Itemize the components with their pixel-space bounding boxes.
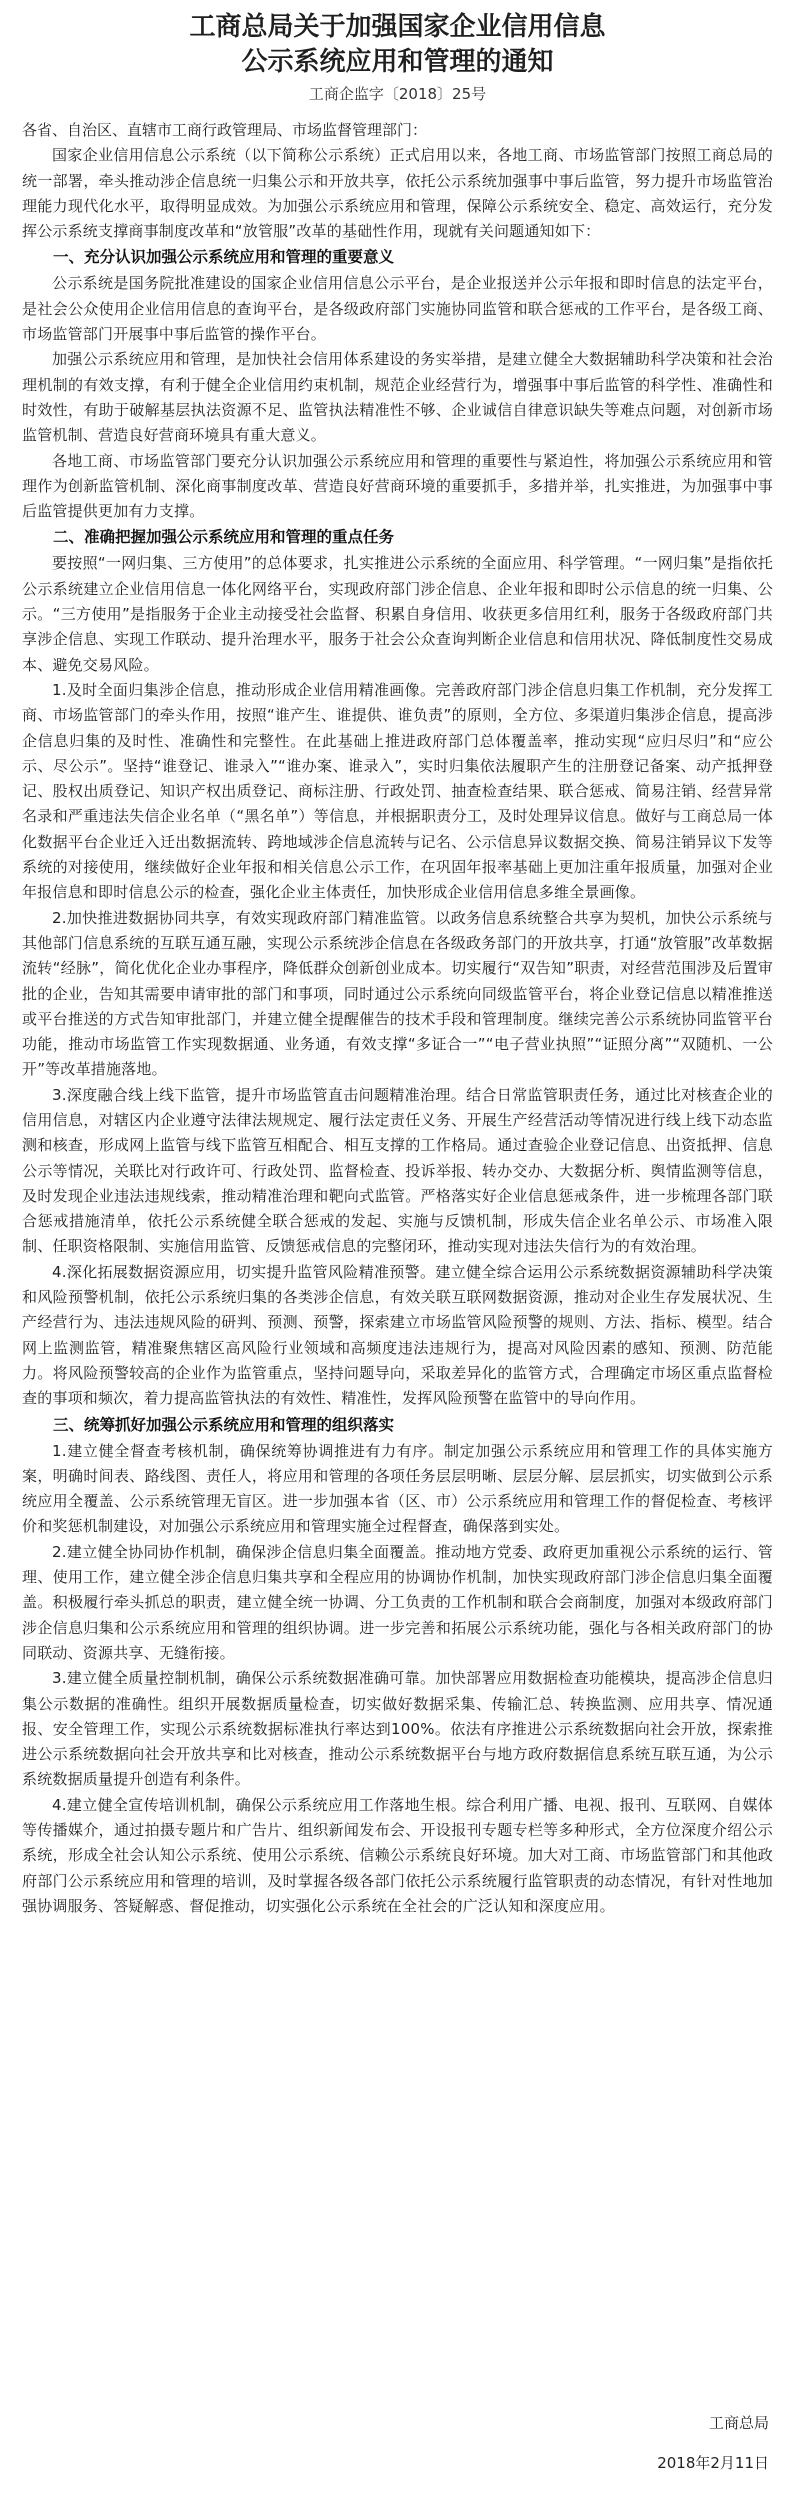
- section-1-paragraph-1: 公示系统是国务院批准建设的国家企业信用信息公示平台，是企业报送并公示年报和即时信息的法定平台，是社会公众使用企业信用信息的查询平台，是各级政府部门实施协同监管和联合惩戒的工作平台，是各级工商、市场监管部门开展事中事后监管的操作平台。: [22, 274, 773, 344]
- title-line-1: 工商总局关于加强国家企业信用信息: [189, 12, 606, 42]
- section-heading-2: 二、准确把握加强公示系统应用和管理的重点任务: [53, 528, 395, 547]
- section-1-paragraph-3: 各地工商、市场监管部门要充分认识加强公示系统应用和管理的重要性与紧迫性，将加强公示系统应用和管理作为创新监管机制、深化商事制度改革、营造良好营商环境的重要抓手，多措并举，扎实推进，为加强事中事后监管提供更加有力支撑。: [22, 451, 773, 521]
- document-number: 工商企监字〔2018〕25号: [308, 85, 487, 103]
- section-3-paragraph-3: 3.建立健全质量控制机制，确保公示系统数据准确可靠。加快部署应用数据检查功能模块，提高涉企信息归集公示数据的准确性。组织开展数据质量检查，切实做好数据采集、传输汇总、转换监测、应用共享、情况通报、安全管理工作，实现公示系统数据标准执行率达到100%。依法有序推进公示系统数据向社会开放，探索推进公示系统数据向社会开放共享和比对核查，推动公示系统数据平台与地方政府数据信息系统互联互通，为公示系统数据质量提升创造有利条件。: [22, 1669, 773, 1789]
- title-line-2: 公示系统应用和管理的通知: [241, 47, 554, 77]
- section-2-paragraph-5: 4.深化拓展数据资源应用，切实提升监管风险精准预警。建立健全综合运用公示系统数据资源辅助科学决策和风险预警机制，依托公示系统归集的各类涉企信息，有效关联互联网数据资源，推动对企业生存发展状况、生产经营行为、违法违规风险的研判、预测、预警，探索建立市场监管风险预警的规则、方法、指标、模型。结合网上监测监管，精准聚焦辖区高风险行业领域和高频度违法违规行为，提高对风险因素的感知、预测、防范能力。将风险预警较高的企业作为监管重点，坚持问题导向，采取差异化的监管方式，合理确定市场区重点监督检查的事项和频次，着力提高监管执法的有效性、精准性，发挥风险预警在监管中的导向作用。: [22, 1262, 773, 1408]
- section-heading-1: 一、充分认识加强公示系统应用和管理的重要意义: [53, 248, 395, 267]
- intro-paragraph: 国家企业信用信息公示系统（以下简称公示系统）正式启用以来，各地工商、市场监管部门按照工商总局的统一部署，牵头推动涉企信息统一归集公示和开放共享，依托公示系统加强事中事后监管，努力提升市场监管治理能力现代化水平，取得明显成效。为加强公示系统应用和管理，保障公示系统安全、稳定、高效运行，充分发挥公示系统支撑商事制度改革和“放管服”改革的基础性作用，现就有关问题通知如下：: [22, 146, 773, 241]
- section-3-paragraph-4: 4.建立健全宣传培训机制，确保公示系统应用工作落地生根。综合利用广播、电视、报刊、互联网、自媒体等传播媒介，通过拍摄专题片和广告片、组织新闻发布会、开设报刊专题专栏等多种形式，全方位深度介绍公示系统，形成全社会认知公示系统、使用公示系统、信赖公示系统良好环境。加大对工商、市场监管部门和其他政府部门公示系统应用和管理的培训，及时掌握各级各部门依托公示系统履行监管职责的动态情况，有针对性地加强协调服务、答疑解惑、督促推动，切实强化公示系统在全社会的广泛认知和深度应用。: [22, 1795, 773, 1915]
- issue-date: 2018年2月11日: [657, 2454, 769, 2472]
- section-2-paragraph-4: 3.深度融合线上线下监管，提升市场监管直击问题精准治理。结合日常监管职责任务，通过比对核查企业的信用信息，对辖区内企业遵守法律法规规定、履行法定责任义务、开展生产经营活动等情况进行线上线下动态监测和核查，形成网上监管与线下监管互相配合、相互支撑的工作格局。通过查验企业登记信息、出资抵押、信息公示等情况，关联比对行政许可、行政处罚、监督检查、投诉举报、转办交办、大数据分析、舆情监测等信息，及时发现企业违法违规线索，推动精准治理和靶向式监管。严格落实好企业信息惩戒条件，进一步梳理各部门联合惩戒措施清单，依托公示系统健全联合惩戒的发起、实施与反馈机制，形成失信企业名单公示、市场准入限制、任职资格限制、实施信用监管、反馈惩戒信息的完整闭环，推动实现对违法失信行为的有效治理。: [22, 1085, 773, 1256]
- document-title: [22, 10, 773, 80]
- section-1-paragraph-2: 加强公示系统应用和管理，是加快社会信用体系建设的务实举措，是建立健全大数据辅助科学决策和社会治理机制的有效支撑，有利于健全企业信用约束机制，规范企业经营行为，增强事中事后监管的科学性、准确性和时效性，有助于破解基层执法资源不足、监管执法精准性不够、企业诚信自律意识缺失等难点问题，对创新市场监管机制、营造良好营商环境具有重大意义。: [22, 350, 773, 445]
- section-3-paragraph-1: 1.建立健全督查考核机制，确保统筹协调推进有力有序。制定加强公示系统应用和管理工作的具体实施方案，明确时间表、路线图、责任人，将应用和管理的各项任务层层明晰、层层分解、层层抓实，切实做到公示系统应用全覆盖、公示系统管理无盲区。进一步加强本省（区、市）公示系统应用和管理工作的督促检查、考核评价和奖惩机制建设，对加强公示系统应用和管理实施全过程督查，确保落到实处。: [22, 1441, 773, 1536]
- section-2-paragraph-2: 1.及时全面归集涉企信息，推动形成企业信用精准画像。完善政府部门涉企信息归集工作机制，充分发挥工商、市场监管部门的牵头作用，按照“谁产生、谁提供、谁负责”的原则，全方位、多渠道归集涉企信息，提高涉企信息归集的及时性、准确性和完整性。在此基础上推进政府部门总体覆盖率，推动实现“应归尽归”和“应公示、尽公示”。坚持“谁登记、谁录入”“谁办案、谁录入”，实时归集依法履职产生的注册登记备案、动产抵押登记、股权出质登记、知识产权出质登记、商标注册、行政处罚、抽查检查结果、联合惩戒、简易注销、经营异常名录和严重违法失信企业名单（“黑名单”）等信息，并根据职责分工，及时处理异议信息。做好与工商总局一体化数据平台企业迁入迁出数据流转、跨地域涉企信息流转与记名、公示信息异议数据交换、简易注销异议下发等系统的对接使用，继续做好企业年报和相关信息公示工作，在巩固年报率基础上更加注重年报质量，加强对企业年报信息和即时信息公示的检查，强化企业主体责任，加快形成企业信用信息多维全景画像。: [22, 680, 773, 902]
- section-heading-3: 三、统筹抓好加强公示系统应用和管理的组织落实: [53, 1415, 395, 1434]
- section-2-paragraph-3: 2.加快推进数据协同共享，有效实现政府部门精准监管。以政务信息系统整合共享为契机，加快公示系统与其他部门信息系统的互联互通互融，实现公示系统涉企信息在各级政务部门的开放共享，打通“放管服”改革数据流转“经脉”，简化优化企业办事程序，降低群众创新创业成本。切实履行“双告知”职责，对经营范围涉及后置审批的企业，告知其需要申请审批的部门和事项，同时通过公示系统向同级监管平台，将企业登记信息以精准推送或平台推送的方式告知审批部门，并建立健全提醒催告的技术手段和管理制度。继续完善公示系统协同监管平台功能，推动市场监管工作实现数据通、业务通，有效支撑“多证合一”“电子营业执照”“证照分离”“双随机、一公开”等改革措施落地。: [22, 908, 773, 1079]
- section-2-paragraph-1: 要按照“一网归集、三方使用”的总体要求，扎实推进公示系统的全面应用、科学管理。“一网归集”是指依托公示系统建立企业信用信息一体化网络平台，实现政府部门涉企信息、企业年报和即时公示信息的统一归集、公示。“三方使用”是指服务于企业主动接受社会监督、积累自身信用、收获更多信用红利，服务于各级政府部门共享涉企信息、实现工作联动、提升治理水平，服务于社会公众查询判断企业信息和信用状况、降低制度性交易成本、避免交易风险。: [22, 554, 773, 674]
- issuer-signature: 工商总局: [708, 2414, 769, 2432]
- section-3-paragraph-2: 2.建立健全协同协作机制，确保涉企信息归集全面覆盖。推动地方党委、政府更加重视公示系统的运行、管理、使用工作，建立健全涉企信息归集共享和全程应用的协调协作机制，加快实现政府部门涉企信息归集全面覆盖。积极履行牵头抓总的职责，建立健全统一协调、分工负责的工作机制和联合会商制度，加强对本级政府部门涉企信息归集和公示系统应用和管理的组织协调。进一步完善和拓展公示系统功能，强化与各相关政府部门的协同联动、资源共享、无缝衔接。: [22, 1542, 773, 1662]
- addressee: 各省、自治区、直辖市工商行政管理局、市场监督管理部门：: [22, 121, 428, 139]
